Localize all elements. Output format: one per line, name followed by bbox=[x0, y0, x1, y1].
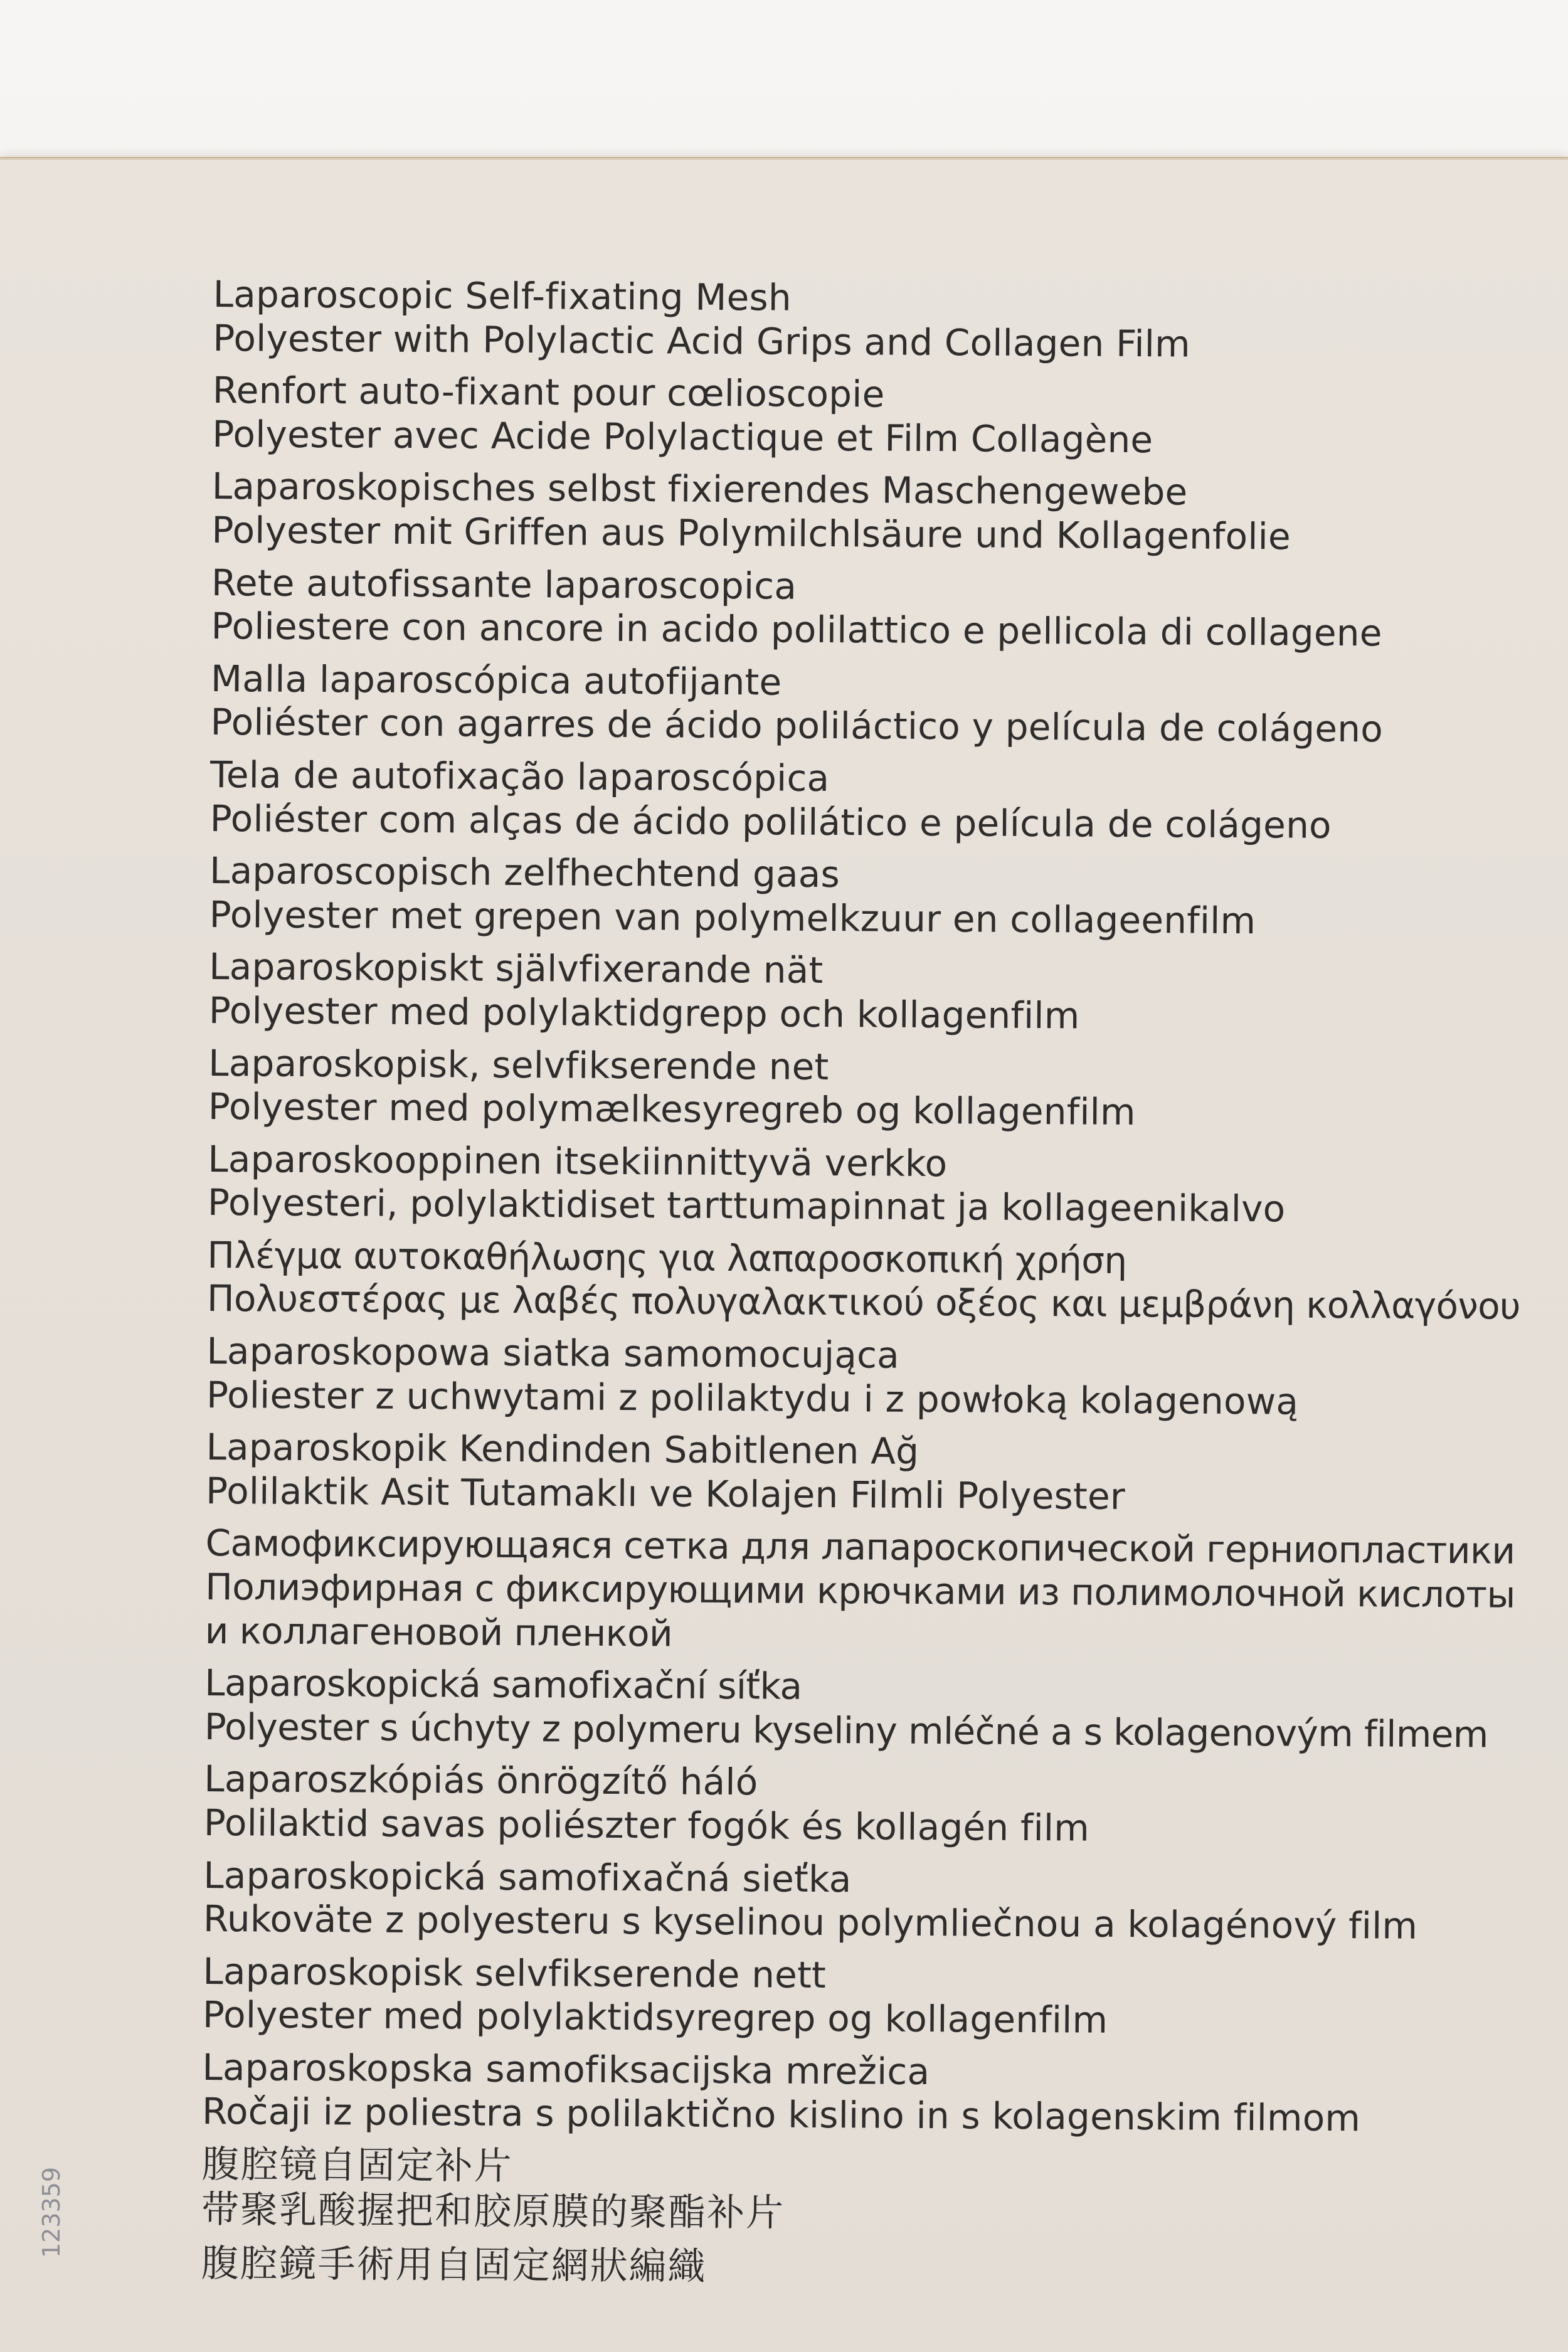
label-line: Polilaktid savas poliészter fogók és kollagén film bbox=[203, 1801, 1090, 1850]
label-line: Polyester met grepen van polymelkzuur en collageenfilm bbox=[209, 893, 1256, 942]
label-line: Malla laparoscópica autofijante bbox=[210, 657, 782, 704]
label-german bbox=[211, 465, 1554, 560]
label-line: Polyesteri, polylaktidiset tarttumapinnat ja kollageenikalvo bbox=[207, 1181, 1286, 1231]
label-line: Poliéster com alças de ácido polilático e película de colágeno bbox=[209, 797, 1332, 847]
label-line: 带聚乳酸握把和胶原膜的聚酯补片 bbox=[201, 2188, 785, 2235]
label-line: и коллагеновой пленкой bbox=[204, 1609, 673, 1655]
label-finnish bbox=[208, 1138, 1550, 1233]
label-line: Polyester med polylaktidgrepp och kollagenfilm bbox=[208, 988, 1080, 1037]
label-french bbox=[212, 369, 1555, 464]
label-line: Laparoskopisk, selvfikserende net bbox=[208, 1041, 829, 1088]
label-line: 腹腔鏡手術用自固定網狀編織 bbox=[201, 2242, 707, 2289]
side-reference-code: 123359 bbox=[38, 2166, 65, 2258]
label-line: Laparoskopisches selbst fixierendes Maschengewebe bbox=[211, 465, 1188, 514]
label-chinese-traditional bbox=[201, 2241, 1543, 2294]
label-line: Tela de autofixação laparoscópica bbox=[209, 753, 830, 800]
label-line: Polyester s úchyty z polymeru kyseliny mléčné a s kolagenovým filmem bbox=[204, 1705, 1488, 1756]
label-polish bbox=[206, 1330, 1549, 1425]
label-line: Polyester with Polylactic Acid Grips and Collagen Film bbox=[213, 316, 1190, 366]
label-line: Laparoskopická samofixační síťka bbox=[204, 1661, 802, 1708]
label-line: Polilaktik Asit Tutamaklı ve Kolajen Filmli Polyester bbox=[205, 1469, 1126, 1518]
label-line: Poliester z uchwytami z polilaktydu i z powłoką kolagenową bbox=[206, 1373, 1299, 1423]
label-slovak bbox=[203, 1854, 1546, 1949]
label-chinese-simplified bbox=[201, 2142, 1544, 2240]
label-line: Laparoskopik Kendinden Sabitlenen Ağ bbox=[206, 1426, 919, 1473]
label-line: Laparoskopowa siatka samomocująca bbox=[206, 1330, 900, 1377]
label-line: Laparoszkópiás önrögzítő háló bbox=[204, 1757, 758, 1804]
label-line: Laparoskooppinen itsekiinnittyvä verkko bbox=[208, 1137, 948, 1185]
label-line: Poliéster con agarres de ácido poliláctico y película de colágeno bbox=[210, 701, 1384, 751]
label-danish bbox=[208, 1041, 1551, 1136]
label-dutch bbox=[209, 849, 1552, 945]
label-english bbox=[213, 273, 1555, 368]
label-swedish bbox=[209, 945, 1552, 1041]
label-line: 腹腔镜自固定补片 bbox=[201, 2143, 513, 2189]
label-line: Laparoskopická samofixačná sieťka bbox=[203, 1853, 852, 1900]
label-line: Πλέγμα αυτοκαθήλωσης για λαπαροσκοπική χρήση bbox=[207, 1233, 1127, 1282]
label-russian bbox=[205, 1522, 1548, 1661]
label-line: Polyester med polylaktidsyregrep og kollagenfilm bbox=[202, 1993, 1108, 2042]
label-spanish bbox=[210, 657, 1553, 753]
label-line: Самофиксирующаяся сетка для лапароскопической герниопластики bbox=[205, 1522, 1515, 1573]
label-line: Laparoskopska samofiksacijska mrežica bbox=[202, 2045, 930, 2093]
label-line: Polyester med polymælkesyregreb og kollagenfilm bbox=[208, 1085, 1136, 1134]
label-hungarian bbox=[204, 1757, 1547, 1853]
label-slovenian bbox=[202, 2046, 1545, 2141]
label-portuguese bbox=[209, 753, 1552, 849]
label-line: Laparoscopisch zelfhechtend gaas bbox=[209, 849, 840, 896]
label-line: Полиэфирная с фиксирующими крючками из полимолочной кислоты bbox=[204, 1565, 1515, 1616]
label-line: Rukoväte z polyesteru s kyselinou polymliečnou a kolagénový film bbox=[203, 1897, 1418, 1947]
label-norwegian bbox=[203, 1950, 1545, 2045]
label-line: Rete autofissante laparoscopica bbox=[211, 561, 797, 608]
label-italian bbox=[211, 561, 1554, 657]
label-line: Laparoscopic Self-fixating Mesh bbox=[213, 273, 792, 319]
label-line: Laparoskopiskt självfixerande nät bbox=[209, 945, 824, 992]
label-greek bbox=[207, 1234, 1550, 1329]
label-text-block bbox=[201, 273, 1555, 2303]
label-line: Renfort auto-fixant pour cœlioscopie bbox=[212, 369, 885, 416]
label-line: Ročaji iz poliestra s polilaktično kislino in s kolagenskim filmom bbox=[201, 2089, 1361, 2139]
label-line: Poliestere con ancore in acido polilattico e pellicola di collagene bbox=[211, 605, 1382, 655]
label-line: Polyester avec Acide Polylactique et Film Collagène bbox=[212, 412, 1153, 461]
label-line: Laparoskopisk selvfikserende nett bbox=[203, 1949, 827, 1996]
label-line: Polyester mit Griffen aus Polymilchlsäure und Kollagenfolie bbox=[211, 508, 1291, 558]
label-turkish bbox=[206, 1426, 1549, 1521]
label-czech bbox=[204, 1661, 1547, 1757]
label-line: Πολυεστέρας με λαβές πολυγαλακτικού οξέος και μεμβράνη κολλαγόνου bbox=[206, 1277, 1521, 1328]
